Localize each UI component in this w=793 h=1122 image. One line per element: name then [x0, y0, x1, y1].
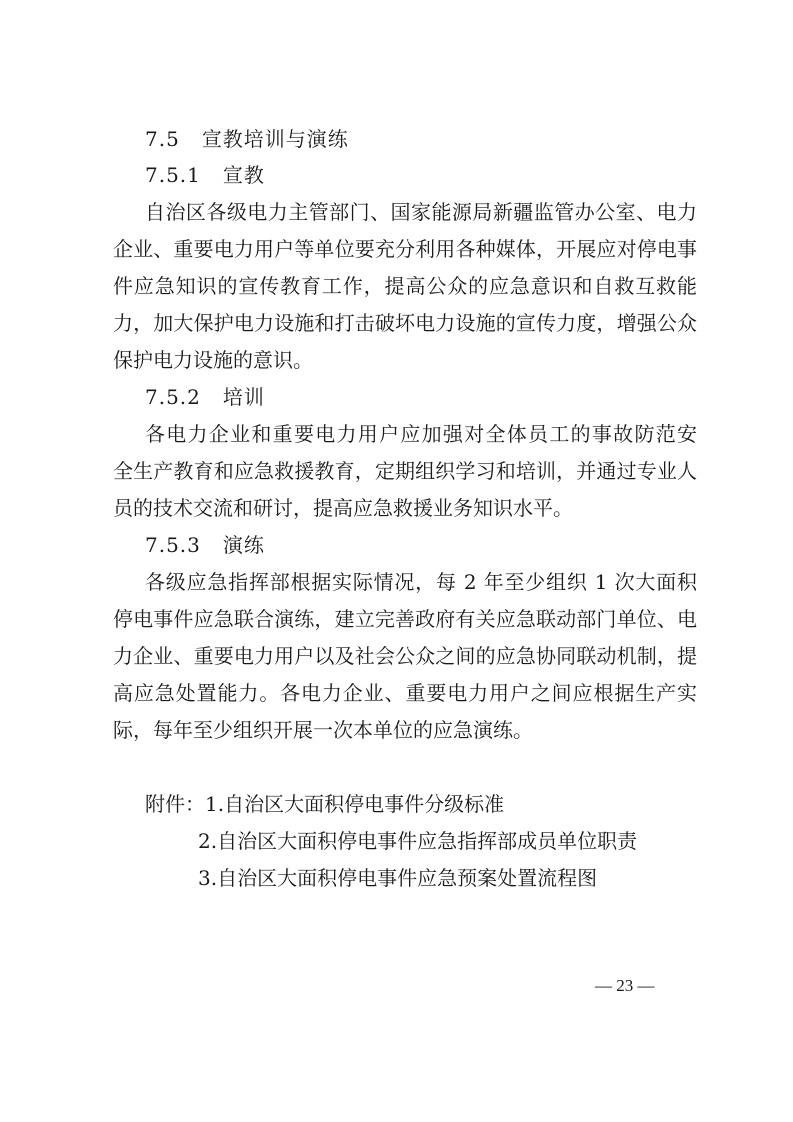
- paragraph-line: 力企业、重要电力用户以及社会公众之间的应急协同联动机制，提: [113, 644, 697, 668]
- subsection-heading-7-5-3: [145, 533, 265, 557]
- attachment-item: 1.自治区大面积停电事件分级标准: [205, 792, 505, 816]
- paragraph-line: 停电事件应急联合演练，建立完善政府有关应急联动部门单位、电: [113, 607, 697, 631]
- subsection-number: 7.5.3: [145, 533, 201, 557]
- section-title: 宣教培训与演练: [201, 127, 349, 151]
- paragraph-line: 保护电力设施的意识。: [113, 348, 313, 372]
- section-heading-7-5: [145, 127, 349, 151]
- attachments-list: [145, 792, 504, 816]
- paragraph-line: 各级应急指挥部根据实际情况，每 2 年至少组织 1 次大面积: [145, 570, 697, 594]
- subsection-number: 7.5.1: [145, 163, 201, 187]
- attachment-item: 2.自治区大面积停电事件应急指挥部成员单位职责: [198, 829, 638, 853]
- paragraph-line: 自治区各级电力主管部门、国家能源局新疆监管办公室、电力: [145, 200, 697, 224]
- paragraph-line: 各电力企业和重要电力用户应加强对全体员工的事故防范安: [145, 422, 697, 446]
- paragraph-line: 高应急处置能力。各电力企业、重要电力用户之间应根据生产实: [113, 681, 697, 705]
- paragraph-line: 际，每年至少组织开展一次本单位的应急演练。: [113, 718, 533, 742]
- attachments-label: 附件：: [145, 792, 205, 816]
- paragraph-line: 件应急知识的宣传教育工作，提高公众的应急意识和自救互救能: [113, 274, 697, 298]
- page-number: — 23 —: [595, 976, 655, 995]
- paragraph-line: 力，加大保护电力设施和打击破坏电力设施的宣传力度，增强公众: [113, 311, 697, 335]
- subsection-heading-7-5-1: [145, 163, 265, 187]
- paragraph-line: 全生产教育和应急救援教育，定期组织学习和培训，并通过专业人: [113, 459, 697, 483]
- subsection-title: 培训: [222, 385, 265, 409]
- subsection-title: 宣教: [222, 163, 265, 187]
- paragraph-line: 员的技术交流和研讨，提高应急救援业务知识水平。: [113, 496, 573, 520]
- subsection-title: 演练: [222, 533, 265, 557]
- subsection-heading-7-5-2: [145, 385, 265, 409]
- section-number: 7.5: [145, 127, 180, 151]
- subsection-number: 7.5.2: [145, 385, 201, 409]
- attachment-item: 3.自治区大面积停电事件应急预案处置流程图: [198, 866, 598, 890]
- paragraph-line: 企业、重要电力用户等单位要充分利用各种媒体，开展应对停电事: [113, 237, 697, 261]
